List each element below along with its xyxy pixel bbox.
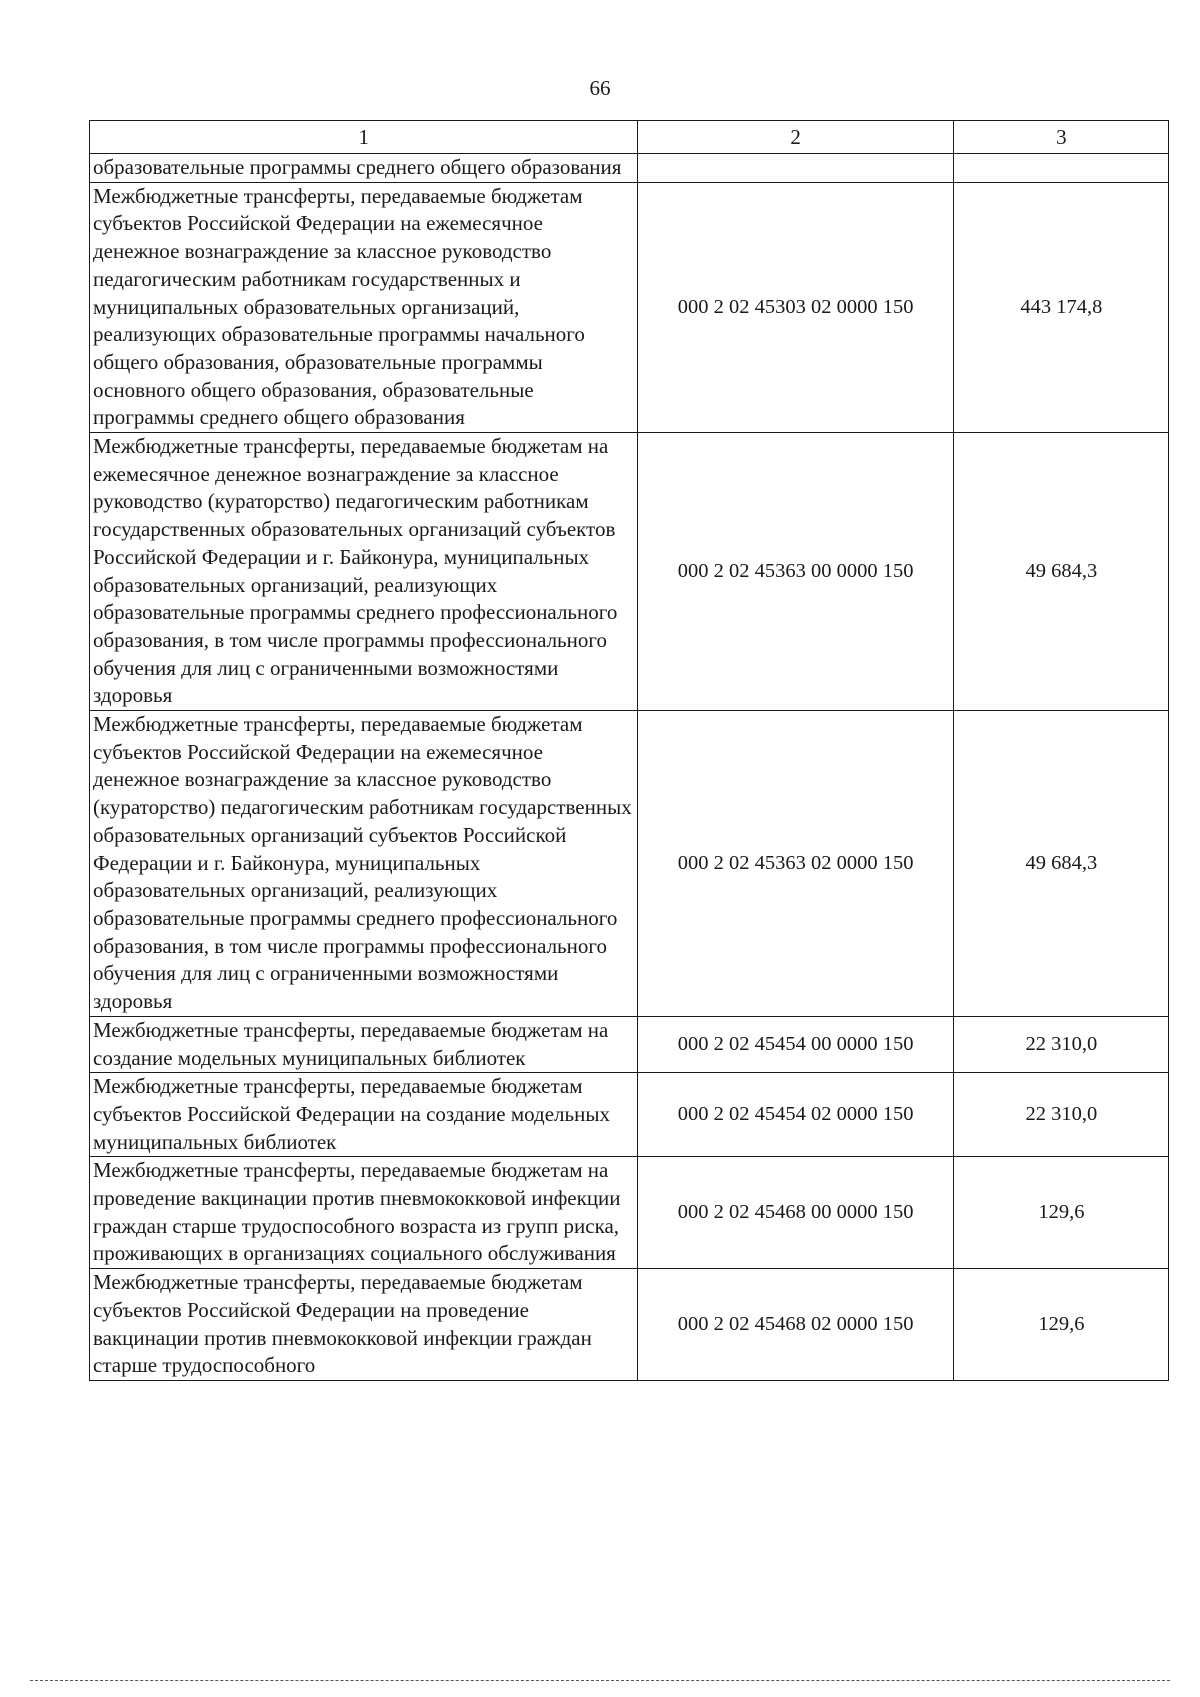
row-description: образовательные программы среднего общего образования (90, 154, 638, 183)
row-amount: 129,6 (953, 1269, 1168, 1381)
row-amount: 129,6 (953, 1157, 1168, 1269)
table-row (90, 711, 1169, 1017)
row-code: 000 2 02 45468 02 0000 150 (637, 1269, 953, 1381)
page-number: 66 (589, 76, 611, 100)
row-description: Межбюджетные трансферты, передаваемые бюджетам на проведение вакцинации против пневмококковой инфекции граждан старше трудоспособного возраста из групп риска, проживающих в организациях социального обслуживания (90, 1157, 638, 1269)
row-code (637, 154, 953, 183)
row-amount (953, 154, 1168, 183)
footer-divider (30, 1680, 1170, 1681)
table-row (90, 1269, 1169, 1381)
row-code: 000 2 02 45454 00 0000 150 (637, 1016, 953, 1072)
row-description: Межбюджетные трансферты, передаваемые бюджетам на создание модельных муниципальных библиотек (90, 1016, 638, 1072)
row-code: 000 2 02 45454 02 0000 150 (637, 1073, 953, 1157)
table-row (90, 1157, 1169, 1269)
table-row (90, 154, 1169, 183)
table-row (90, 433, 1169, 711)
row-code: 000 2 02 45468 00 0000 150 (637, 1157, 953, 1269)
table-row (90, 182, 1169, 432)
header-col-1: 1 (90, 121, 638, 154)
row-description: Межбюджетные трансферты, передаваемые бюджетам субъектов Российской Федерации на ежемесячное денежное вознаграждение за классное руководство (кураторство) педагогическим работникам государственных образовательных организаций субъектов Российской Федерации и г. Байконура, муниципальных образовательных организаций, реализующих образовательные программы среднего профессионального образования, в том числе программы профессионального обучения для лиц с ограниченными возможностями здоровья (90, 711, 638, 1017)
row-code: 000 2 02 45303 02 0000 150 (637, 182, 953, 432)
row-code: 000 2 02 45363 00 0000 150 (637, 433, 953, 711)
row-amount: 49 684,3 (953, 433, 1168, 711)
header-col-3: 3 (953, 121, 1168, 154)
table-row (90, 1073, 1169, 1157)
row-amount: 443 174,8 (953, 182, 1168, 432)
row-description: Межбюджетные трансферты, передаваемые бюджетам субъектов Российской Федерации на проведение вакцинации против пневмококковой инфекции граждан старше трудоспособного (90, 1269, 638, 1381)
row-amount: 22 310,0 (953, 1016, 1168, 1072)
row-description: Межбюджетные трансферты, передаваемые бюджетам на ежемесячное денежное вознаграждение за классное руководство (кураторство) педагогическим работникам государственных образовательных организаций субъектов Российской Федерации и г. Байконура, муниципальных образовательных организаций, реализующих образовательные программы среднего профессионального образования, в том числе программы профессионального обучения для лиц с ограниченными возможностями здоровья (90, 433, 638, 711)
budget-table (89, 120, 1169, 1381)
row-amount: 49 684,3 (953, 711, 1168, 1017)
row-amount: 22 310,0 (953, 1073, 1168, 1157)
row-description: Межбюджетные трансферты, передаваемые бюджетам субъектов Российской Федерации на создание модельных муниципальных библиотек (90, 1073, 638, 1157)
header-col-2: 2 (637, 121, 953, 154)
row-code: 000 2 02 45363 02 0000 150 (637, 711, 953, 1017)
row-description: Межбюджетные трансферты, передаваемые бюджетам субъектов Российской Федерации на ежемесячное денежное вознаграждение за классное руководство педагогическим работникам государственных и муниципальных образовательных организаций, реализующих образовательные программы начального общего образования, образовательные программы основного общего образования, образовательные программы среднего общего образования (90, 182, 638, 432)
header-row (90, 121, 1169, 154)
table-row (90, 1016, 1169, 1072)
